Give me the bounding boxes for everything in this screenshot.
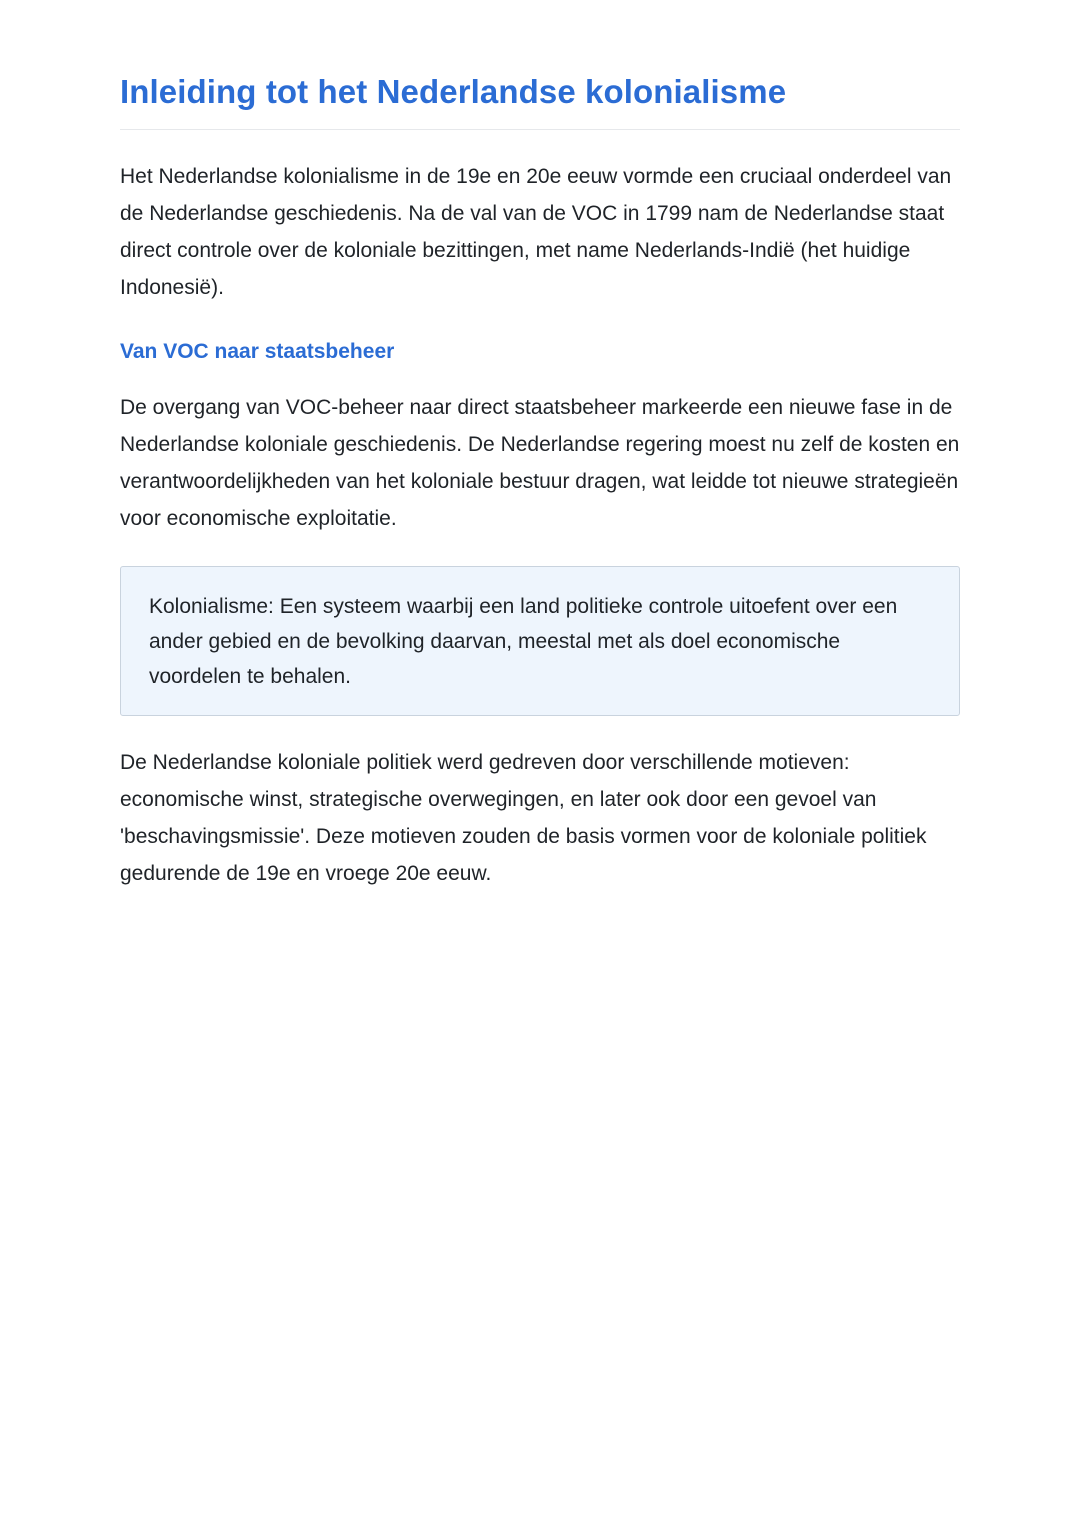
page-title: Inleiding tot het Nederlandse kolonialisme (120, 73, 787, 110)
title-divider (120, 129, 960, 130)
document-page (120, 0, 960, 892)
intro-paragraph: Het Nederlandse kolonialisme in de 19e en 20e eeuw vormde een cruciaal onderdeel van de Nederlandse geschiedenis. Na de val van de VOC in 1799 nam de Nederlandse staat direct controle over de koloniale bezittingen, met name Nederlands-Indië (het huidige Indonesië). (120, 165, 952, 299)
section-heading: Van VOC naar staatsbeheer (120, 340, 395, 363)
definition-text: Kolonialisme: Een systeem waarbij een land politieke controle uitoefent over een ander gebied en de bevolking daarvan, meestal met als doel economische voordelen te behalen. (149, 595, 898, 688)
definition-box (120, 566, 960, 716)
closing-paragraph: De Nederlandse koloniale politiek werd gedreven door verschillende motieven: economische winst, strategische overwegingen, en later ook door een gevoel van 'beschavingsmissie'. Deze motieven zouden de basis vormen voor de koloniale politiek gedurende de 19e en vroege 20e eeuw. (120, 751, 927, 885)
section-paragraph: De overgang van VOC-beheer naar direct staatsbeheer markeerde een nieuwe fase in de Nederlandse koloniale geschiedenis. De Nederlandse regering moest nu zelf de kosten en verantwoordelijkheden van het koloniale bestuur dragen, wat leidde tot nieuwe strategieën voor economische exploitatie. (120, 396, 960, 530)
